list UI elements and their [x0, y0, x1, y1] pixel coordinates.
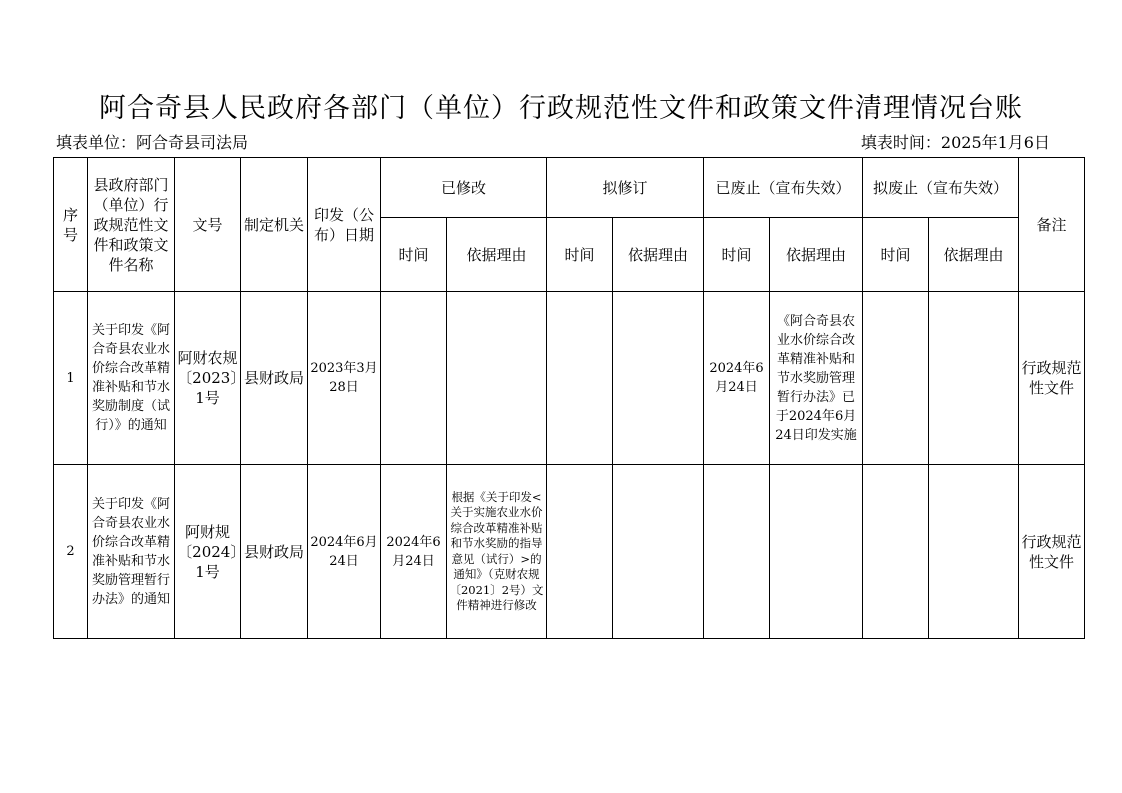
- header-doc-name: 县政府部门（单位）行政规范性文件和政策文件名称: [88, 158, 175, 292]
- header-modified-reason: 依据理由: [447, 218, 547, 292]
- header-abolished: 已废止（宣布失效）: [704, 158, 863, 218]
- cell-issuer: 县财政局: [241, 292, 308, 465]
- cell-seq: 1: [54, 292, 88, 465]
- page-title: 阿合奇县人民政府各部门（单位）行政规范性文件和政策文件清理情况台账: [99, 93, 1023, 124]
- cell-abolished-reason: 《阿合奇县农业水价综合改革精准补贴和节水奖励管理暂行办法》已于2024年6月24日印发实施: [770, 292, 863, 465]
- cell-issue-date: 2024年6月24日: [308, 465, 381, 639]
- header-modified: 已修改: [381, 158, 547, 218]
- cell-remark: 行政规范性文件: [1019, 465, 1085, 639]
- cell-modified-time: 2024年6月24日: [381, 465, 447, 639]
- cell-issue-date: 2023年3月28日: [308, 292, 381, 465]
- cell-modified-time: [381, 292, 447, 465]
- header-doc-number: 文号: [175, 158, 241, 292]
- header-to-abolish: 拟废止（宣布失效）: [863, 158, 1019, 218]
- cell-doc-name: 关于印发《阿合奇县农业水价综合改革精准补贴和节水奖励管理暂行办法》的通知: [88, 465, 175, 639]
- header-abolish-reason: 依据理由: [929, 218, 1019, 292]
- cell-revise-time: [547, 465, 613, 639]
- cell-revise-reason: [613, 465, 704, 639]
- cell-abolish-reason: [929, 465, 1019, 639]
- header-row-top: [54, 158, 1085, 218]
- header-issue-date: 印发（公布）日期: [308, 158, 381, 292]
- fill-unit: 填表单位：阿合奇县司法局: [56, 133, 249, 152]
- header-to-revise: 拟修订: [547, 158, 704, 218]
- table-row: [54, 465, 1085, 639]
- header-revise-time: 时间: [547, 218, 613, 292]
- ledger-table: [53, 157, 1085, 639]
- cell-seq: 2: [54, 465, 88, 639]
- cell-revise-time: [547, 292, 613, 465]
- cell-modified-reason: 根据《关于印发<关于实施农业水价综合改革精准补贴和节水奖励的指导意见（试行）>的通知》（克财农规〔2021〕2号）文件精神进行修改: [447, 465, 547, 639]
- header-issuer: 制定机关: [241, 158, 308, 292]
- cell-abolished-time: 2024年6月24日: [704, 292, 770, 465]
- cell-doc-number: 阿财规〔2024〕1号: [175, 465, 241, 639]
- header-remark: 备注: [1019, 158, 1085, 292]
- header-abolished-reason: 依据理由: [770, 218, 863, 292]
- header-abolished-time: 时间: [704, 218, 770, 292]
- cell-abolished-reason: [770, 465, 863, 639]
- header-seq: 序号: [54, 158, 88, 292]
- fill-date: 填表时间：2025年1月6日: [860, 133, 1050, 152]
- cell-remark: 行政规范性文件: [1019, 292, 1085, 465]
- cell-modified-reason: [447, 292, 547, 465]
- cell-abolish-time: [863, 292, 929, 465]
- header-revise-reason: 依据理由: [613, 218, 704, 292]
- cell-abolished-time: [704, 465, 770, 639]
- table-row: [54, 292, 1085, 465]
- cell-doc-name: 关于印发《阿合奇县农业水价综合改革精准补贴和节水奖励制度（试行）》的通知: [88, 292, 175, 465]
- cell-abolish-reason: [929, 292, 1019, 465]
- cell-revise-reason: [613, 292, 704, 465]
- header-modified-time: 时间: [381, 218, 447, 292]
- header-abolish-time: 时间: [863, 218, 929, 292]
- cell-doc-number: 阿财农规〔2023〕1号: [175, 292, 241, 465]
- cell-abolish-time: [863, 465, 929, 639]
- cell-issuer: 县财政局: [241, 465, 308, 639]
